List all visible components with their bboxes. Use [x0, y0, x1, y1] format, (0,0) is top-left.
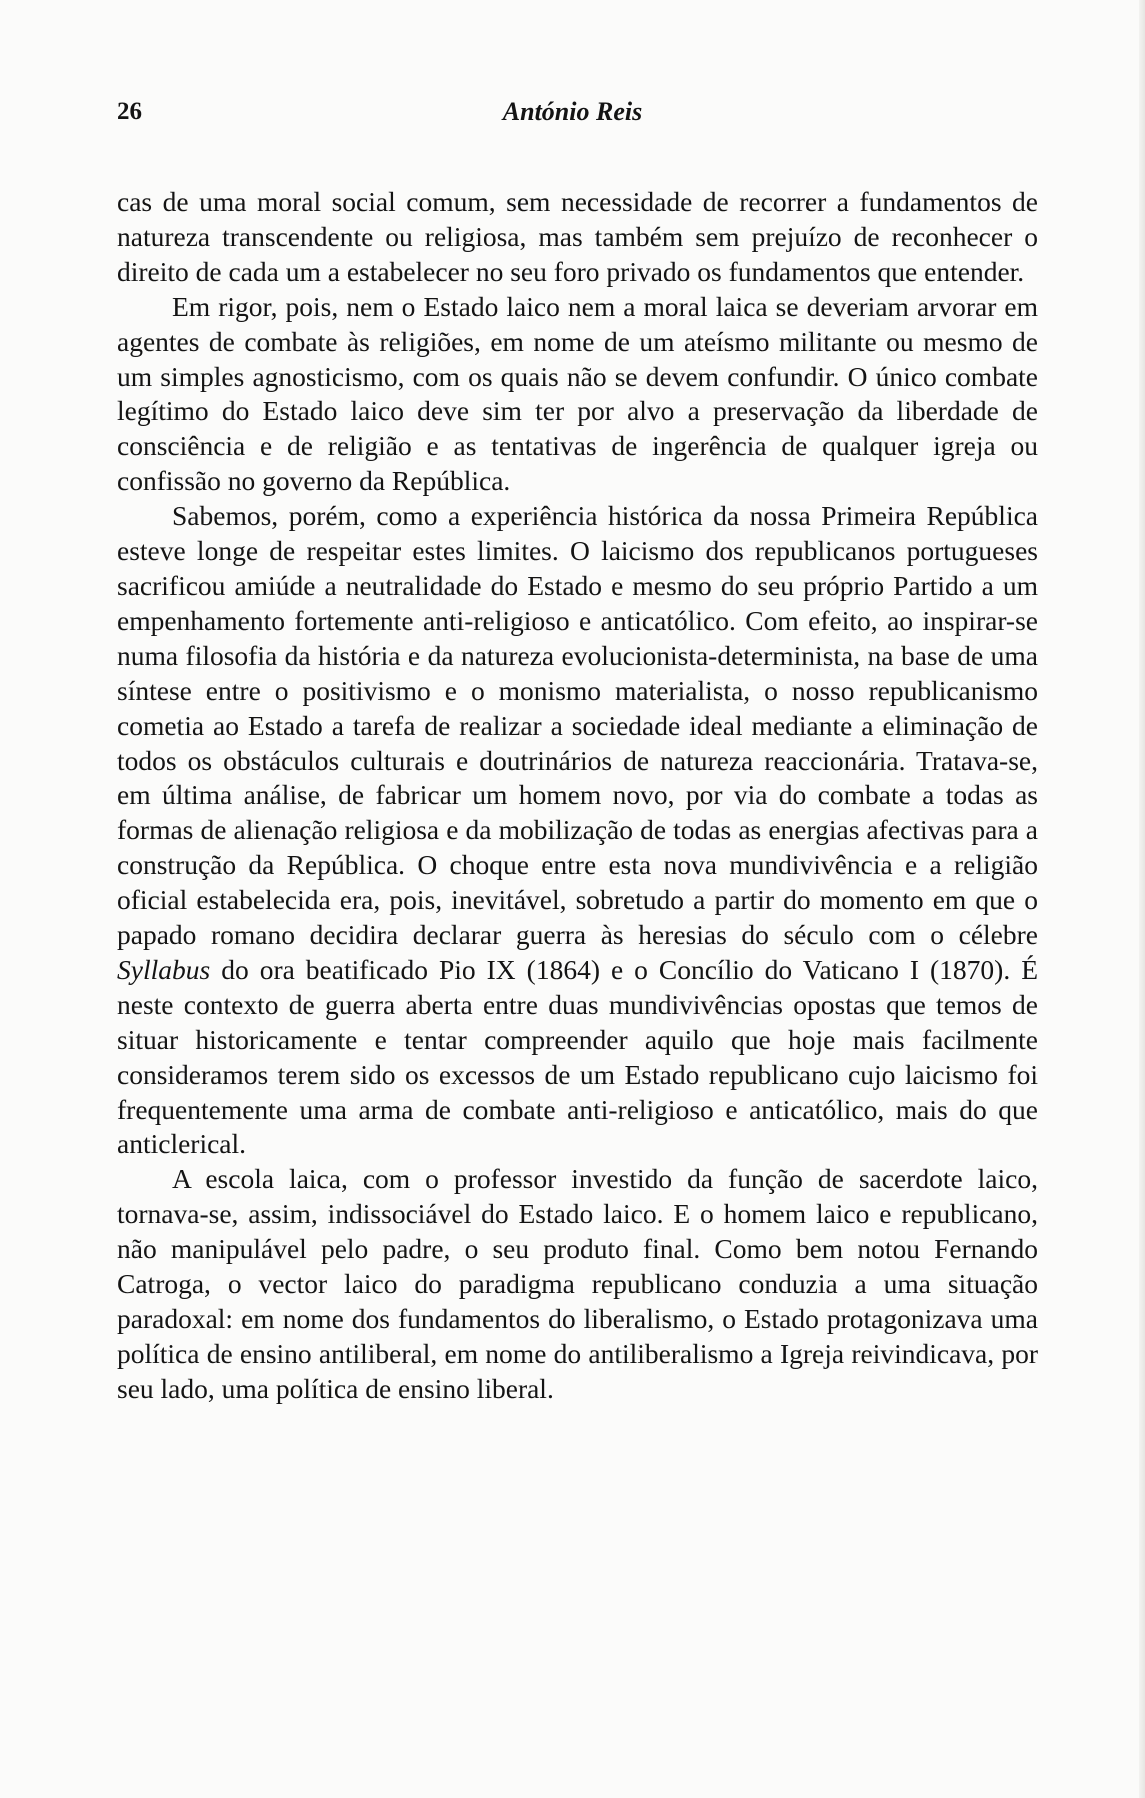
page-number: 26	[117, 98, 142, 125]
page-edge-shadow	[1139, 0, 1145, 1798]
paragraph-2	[117, 290, 1038, 499]
running-head-author: António Reis	[502, 97, 643, 126]
paragraph-4	[117, 1162, 1038, 1406]
paragraph-3-text-part-2: do ora beatificado Pio IX (1864) e o Concílio do Vaticano I (1870). É neste contexto de guerra aberta entre duas mundivivências opostas que temos de situar historicamente e tentar compreender aquilo que hoje mais facilmente consideramos terem sido os excessos de um Estado republicano cujo laicismo foi frequentemente uma arma de combate anti-religioso e anticatólico, mais do que anticlerical.	[117, 953, 1038, 1160]
paragraph-3	[117, 499, 1038, 1162]
paragraph-1	[117, 185, 1038, 290]
paragraph-1-text: cas de uma moral social comum, sem necessidade de recorrer a fundamentos de natureza transcendente ou religiosa, mas também sem prejuízo de reconhecer o direito de cada um a estabelecer no seu foro privado os fundamentos que entender.	[117, 186, 1038, 287]
body-text	[117, 185, 1038, 1407]
paragraph-3-text-part-1: Sabemos, porém, como a experiência histórica da nossa Primeira República esteve longe de respeitar estes limites. O laicismo dos republicanos portugueses sacrificou amiúde a neutralidade do Estado e mesmo do seu próprio Partido a um empenhamento fortemente anti-religioso e anticatólico. Com efeito, ao inspirar-se numa filosofia da história e da natureza evolucionista-determinista, na base de uma síntese entre o positivismo e o monismo materialista, o nosso republicanismo cometia ao Estado a tarefa de realizar a sociedade ideal mediante a eliminação de todos os obstáculos culturais e doutrinários de natureza reaccionária. Tratava-se, em última análise, de fabricar um homem novo, por via do combate a todas as formas de alienação religiosa e da mobilização de todas as energias afectivas para a construção da República. O choque entre esta nova mundivivência e a religião oficial estabelecida era, pois, inevitável, sobretudo a partir do momento em que o papado romano decidira declarar guerra às heresias do século com o célebre	[117, 500, 1038, 951]
paragraph-2-text: Em rigor, pois, nem o Estado laico nem a moral laica se deveriam arvorar em agentes de combate às religiões, em nome de um ateísmo militante ou mesmo de um simples agnosticismo, com os quais não se devem confundir. O único combate legítimo do Estado laico deve sim ter por alvo a preservação da liberdade de consciência e de religião e as tentativas de ingerência de qualquer igreja ou confissão no governo da República.	[117, 290, 1038, 497]
paragraph-4-text: A escola laica, com o professor investido da função de sacerdote laico, tornava-se, assim, indissociável do Estado laico. E o homem laico e republicano, não manipulável pelo padre, o seu produto final. Como bem notou Fernando Catroga, o vector laico do paradigma republicano conduzia a uma situação paradoxal: em nome dos fundamentos do liberalismo, o Estado protagonizava uma política de ensino antiliberal, em nome do antiliberalismo a Igreja reivindicava, por seu lado, uma política de ensino liberal.	[117, 1163, 1038, 1404]
syllabus-title: Syllabus	[117, 953, 211, 985]
